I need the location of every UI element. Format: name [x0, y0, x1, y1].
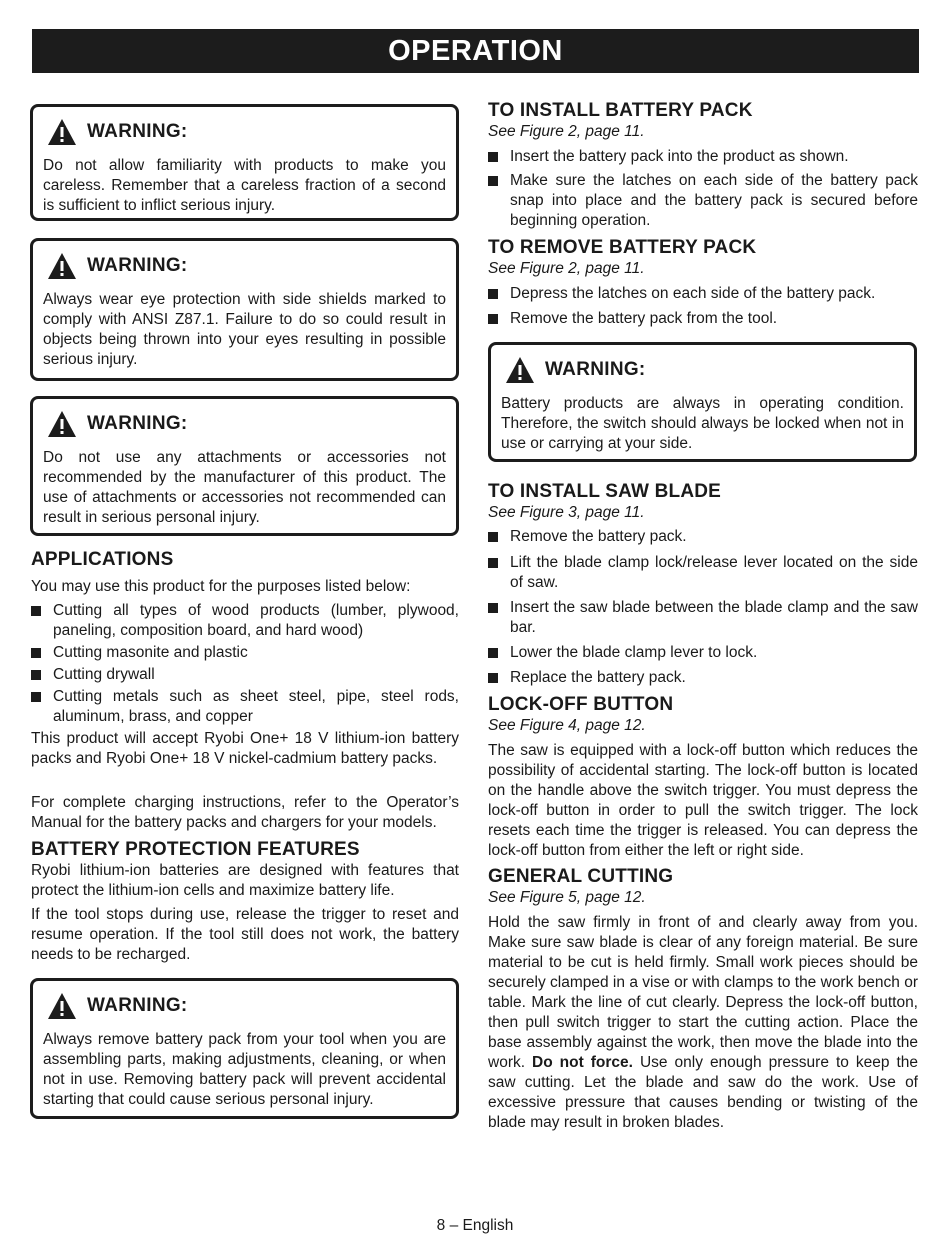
- warning-triangle-icon: [47, 410, 77, 438]
- warning-title: WARNING:: [87, 255, 188, 276]
- bullet-square-icon: [31, 670, 41, 680]
- applications-para-2: For complete charging instructions, refer to the Operator’s Manual for the battery packs and chargers for your models.: [31, 794, 459, 831]
- general-cutting-figure-ref: See Figure 5, page 12.: [488, 889, 646, 906]
- general-cutting-text-b: Use only enough pressure to keep the saw cutting. Let the blade and saw do the work. Use of excessive pressure that causes bending or twisting of the blade may result in broken blades.: [488, 1054, 918, 1131]
- list-item-text: Make sure the latches on each side of the battery pack snap into place and the battery pack is secured before beginning operation.: [510, 172, 918, 229]
- general-cutting-text: [488, 913, 918, 1133]
- applications-heading: APPLICATIONS: [31, 549, 174, 570]
- list-item-text: Cutting all types of wood products (lumber, plywood, paneling, composition board, and hard wood): [53, 602, 459, 639]
- list-item-text: Insert the battery pack into the product as shown.: [510, 148, 849, 165]
- list-item: [488, 147, 918, 167]
- warning-box: [30, 978, 459, 1119]
- warning-title: WARNING:: [87, 413, 188, 434]
- warning-triangle-icon: [47, 118, 77, 146]
- install-battery-list: [488, 147, 918, 231]
- list-item: [488, 171, 918, 231]
- bullet-square-icon: [488, 152, 498, 162]
- install-blade-list: [488, 527, 918, 688]
- list-item: [488, 553, 918, 593]
- warning-triangle-icon: [47, 252, 77, 280]
- list-item-text: Lift the blade clamp lock/release lever located on the side of saw.: [510, 554, 918, 591]
- general-cutting-heading: GENERAL CUTTING: [488, 866, 674, 887]
- warning-text: Battery products are always in operating condition. Therefore, the switch should always be locked when not in use or carrying at your side.: [501, 395, 904, 452]
- page-banner: OPERATION: [32, 29, 919, 73]
- bullet-square-icon: [488, 558, 498, 568]
- warning-triangle-icon: [47, 992, 77, 1020]
- warning-header: [47, 991, 446, 1021]
- install-blade-figure-ref: See Figure 3, page 11.: [488, 504, 645, 521]
- warning-title: WARNING:: [545, 359, 646, 380]
- warning-header: [47, 117, 446, 147]
- warning-header: [47, 409, 446, 439]
- warning-text: Do not allow familiarity with products to make you careless. Remember that a careless fraction of a second is sufficient to inflict serious injury.: [43, 157, 446, 214]
- install-blade-heading: TO INSTALL SAW BLADE: [488, 481, 722, 502]
- list-item: [488, 668, 918, 688]
- bullet-square-icon: [488, 532, 498, 542]
- list-item: [488, 598, 918, 638]
- list-item: [31, 687, 459, 727]
- remove-battery-heading: TO REMOVE BATTERY PACK: [488, 237, 757, 258]
- warning-box: [30, 104, 459, 221]
- bullet-square-icon: [488, 289, 498, 299]
- warning-header: [505, 355, 904, 385]
- warning-text: Do not use any attachments or accessories not recommended by the manufacturer of this product. The use of attachments or accessories not recommended can result in serious personal injury.: [43, 449, 446, 526]
- lockoff-heading: LOCK-OFF BUTTON: [488, 694, 674, 715]
- install-battery-heading: TO INSTALL BATTERY PACK: [488, 100, 753, 121]
- remove-battery-figure-ref: See Figure 2, page 11.: [488, 260, 645, 277]
- warning-triangle-icon: [505, 356, 535, 384]
- general-cutting-text-a: Hold the saw firmly in front of and clearly away from you. Make sure saw blade is clear of any foreign material. Be sure material to be cut is held firmly. Small work pieces should be securely clamped in a vise or with clamps to the work bench or table. Mark the line of cut clearly. Depress the lock-off button, then pull switch trigger to start the cutting action. Place the base assembly against the work, then move the blade into the work.: [488, 914, 918, 1071]
- bullet-square-icon: [488, 314, 498, 324]
- list-item-text: Remove the battery pack.: [510, 528, 687, 545]
- list-item-text: Insert the saw blade between the blade clamp and the saw bar.: [510, 599, 918, 636]
- warning-text: Always wear eye protection with side shields marked to comply with ANSI Z87.1. Failure to do so could result in objects being thrown into your eyes resulting in possible serious injury.: [43, 291, 446, 368]
- list-item-text: Depress the latches on each side of the battery pack.: [510, 285, 876, 302]
- list-item: [31, 643, 459, 663]
- list-item-text: Cutting masonite and plastic: [53, 644, 248, 661]
- bullet-square-icon: [31, 606, 41, 616]
- applications-para-1: This product will accept Ryobi One+ 18 V lithium-ion battery packs and Ryobi One+ 18 V nickel-cadmium battery packs.: [31, 730, 459, 767]
- battery-protection-heading: BATTERY PROTECTION FEATURES: [31, 839, 360, 860]
- list-item: [488, 284, 918, 304]
- applications-intro: You may use this product for the purposes listed below:: [31, 578, 411, 595]
- warning-header: [47, 251, 446, 281]
- bullet-square-icon: [488, 176, 498, 186]
- list-item-text: Remove the battery pack from the tool.: [510, 310, 778, 327]
- warning-title: WARNING:: [87, 121, 188, 142]
- battery-protection-para-1: Ryobi lithium-ion batteries are designed with features that protect the lithium-ion cells and maximize battery life.: [31, 862, 459, 899]
- general-cutting-emphasis: Do not force.: [532, 1054, 633, 1071]
- install-battery-figure-ref: See Figure 2, page 11.: [488, 123, 645, 140]
- lockoff-text: The saw is equipped with a lock-off button which reduces the possibility of accidental starting. The lock-off button is located on the handle above the switch trigger. You must depress the lock-off button in order to pull the switch trigger. The lock resets each time the trigger is released. You can depress the lock-off button from either the left or right side.: [488, 742, 918, 859]
- page-footer: 8 – English: [436, 1217, 514, 1234]
- lockoff-figure-ref: See Figure 4, page 12.: [488, 717, 646, 734]
- warning-box: [488, 342, 917, 462]
- bullet-square-icon: [488, 648, 498, 658]
- list-item: [488, 527, 918, 547]
- list-item: [31, 601, 459, 641]
- warning-title: WARNING:: [87, 995, 188, 1016]
- battery-protection-para-2: If the tool stops during use, release the trigger to reset and resume operation. If the tool still does not work, the battery needs to be recharged.: [31, 906, 459, 963]
- list-item: [488, 643, 918, 663]
- list-item: [31, 665, 459, 685]
- list-item-text: Cutting drywall: [53, 666, 155, 683]
- applications-list: [31, 601, 459, 727]
- warning-box: [30, 238, 459, 381]
- remove-battery-list: [488, 284, 918, 329]
- list-item-text: Lower the blade clamp lever to lock.: [510, 644, 758, 661]
- bullet-square-icon: [31, 692, 41, 702]
- list-item: [488, 309, 918, 329]
- list-item-text: Replace the battery pack.: [510, 669, 686, 686]
- warning-text: Always remove battery pack from your tool when you are assembling parts, making adjustments, cleaning, or when not in use. Removing battery pack will prevent accidental starting that could cause serious personal injury.: [43, 1031, 446, 1108]
- list-item-text: Cutting metals such as sheet steel, pipe, steel rods, aluminum, brass, and copper: [53, 688, 459, 725]
- warning-box: [30, 396, 459, 536]
- bullet-square-icon: [31, 648, 41, 658]
- bullet-square-icon: [488, 673, 498, 683]
- bullet-square-icon: [488, 603, 498, 613]
